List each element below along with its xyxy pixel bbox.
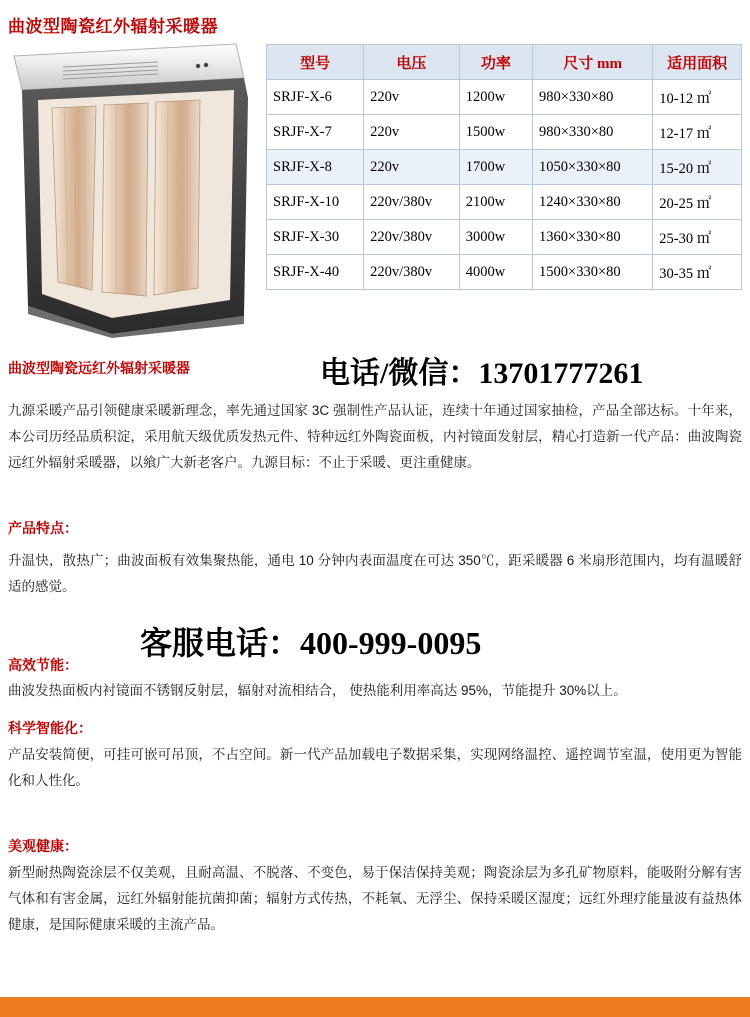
cell-area: 20-25 ㎡ (653, 185, 742, 220)
cell-power: 1500w (459, 115, 532, 150)
cell-area: 12-17 ㎡ (653, 115, 742, 150)
cell-area: 10-12 ㎡ (653, 80, 742, 115)
cell-size: 1050×330×80 (533, 150, 653, 185)
page-title: 曲波型陶瓷红外辐射采暖器 (8, 17, 218, 36)
cell-area: 30-35 ㎡ (653, 255, 742, 290)
cell-power: 1200w (459, 80, 532, 115)
feature-paragraph: 升温快，散热广；曲波面板有效集聚热能，通电 10 分钟内表面温度在可达 350℃，距采暖器 6 米扇形范围内，均有温暖舒适的感觉。 (8, 553, 742, 594)
service-hotline-number: 400-999-0095 (300, 625, 482, 661)
smart-heading: 科学智能化： (8, 720, 92, 736)
cell-size: 980×330×80 (533, 80, 653, 115)
smart-paragraph: 产品安装简便，可挂可嵌可吊顶，不占空间。新一代产品加载电子数据采集，实现网络温控、遥控调节室温，使用更为智能化和人性化。 (8, 747, 742, 788)
cell-voltage: 220v (364, 150, 460, 185)
cell-model: SRJF-X-6 (267, 80, 364, 115)
beauty-heading: 美观健康： (8, 838, 78, 854)
cell-model: SRJF-X-30 (267, 220, 364, 255)
table-row (267, 80, 742, 115)
intro-paragraph: 九源采暖产品引领健康采暖新理念，率先通过国家 3C 强制性产品认证，连续十年通过国家抽检，产品全部达标。十年来，本公司历经品质积淀，采用航天级优质发热元件、特种远红外陶瓷面板，内衬镜面发射层，精心打造新一代产品：曲波陶瓷远红外辐射采暖器，以飨广大新老客户。九源目标：不止于采暖、更注重健康。 (8, 403, 742, 470)
table-row (267, 115, 742, 150)
cell-size: 1500×330×80 (533, 255, 653, 290)
cell-voltage: 220v/380v (364, 185, 460, 220)
table-row (267, 255, 742, 290)
column-header-area: 适用面积 (653, 45, 742, 80)
contact-phone-number: 13701777261 (478, 357, 644, 390)
service-hotline-label: 客服电话： (140, 625, 301, 661)
energy-heading: 高效节能： (8, 657, 78, 673)
cell-area: 25-30 ㎡ (653, 220, 742, 255)
cell-voltage: 220v/380v (364, 255, 460, 290)
cell-voltage: 220v (364, 115, 460, 150)
table-header-row (267, 45, 742, 80)
contact-phone-label: 电话/微信： (320, 357, 479, 390)
specification-table (266, 44, 742, 290)
table-row (267, 150, 742, 185)
table-row (267, 185, 742, 220)
cell-model: SRJF-X-8 (267, 150, 364, 185)
cell-size: 980×330×80 (533, 115, 653, 150)
energy-paragraph: 曲波发热面板内衬镜面不锈钢反射层，辐射对流相结合， 使热能利用率高达 95%，节能提升 30%以上。 (8, 683, 627, 698)
cell-power: 1700w (459, 150, 532, 185)
heater-illustration (8, 38, 254, 338)
column-header-power: 功率 (459, 45, 532, 80)
bottom-accent-bar (0, 997, 750, 1017)
cell-power: 2100w (459, 185, 532, 220)
table-row (267, 220, 742, 255)
column-header-size: 尺寸 mm (533, 45, 653, 80)
cell-model: SRJF-X-10 (267, 185, 364, 220)
column-header-model: 型号 (267, 45, 364, 80)
cell-size: 1240×330×80 (533, 185, 653, 220)
cell-voltage: 220v/380v (364, 220, 460, 255)
cell-model: SRJF-X-7 (267, 115, 364, 150)
cell-model: SRJF-X-40 (267, 255, 364, 290)
contact-phone-banner (320, 348, 643, 392)
column-header-voltage: 电压 (364, 45, 460, 80)
cell-area: 15-20 ㎡ (653, 150, 742, 185)
beauty-paragraph: 新型耐热陶瓷涂层不仅美观，且耐高温、不脱落、不变色，易于保洁保持美观；陶瓷涂层为多孔矿物原料，能吸附分解有害气体和有害金属，远红外辐射能抗菌抑菌；辐射方式传热，不耗氧、无浮尘、保持采暖区湿度；远红外理疗能量波有益热体健康，是国际健康采暖的主流产品。 (8, 865, 742, 932)
cell-size: 1360×330×80 (533, 220, 653, 255)
product-subtitle: 曲波型陶瓷远红外辐射采暖器 (8, 360, 190, 376)
feature-heading: 产品特点： (8, 520, 78, 536)
cell-power: 3000w (459, 220, 532, 255)
service-hotline (140, 618, 481, 664)
cell-power: 4000w (459, 255, 532, 290)
product-image (8, 38, 254, 338)
cell-voltage: 220v (364, 80, 460, 115)
